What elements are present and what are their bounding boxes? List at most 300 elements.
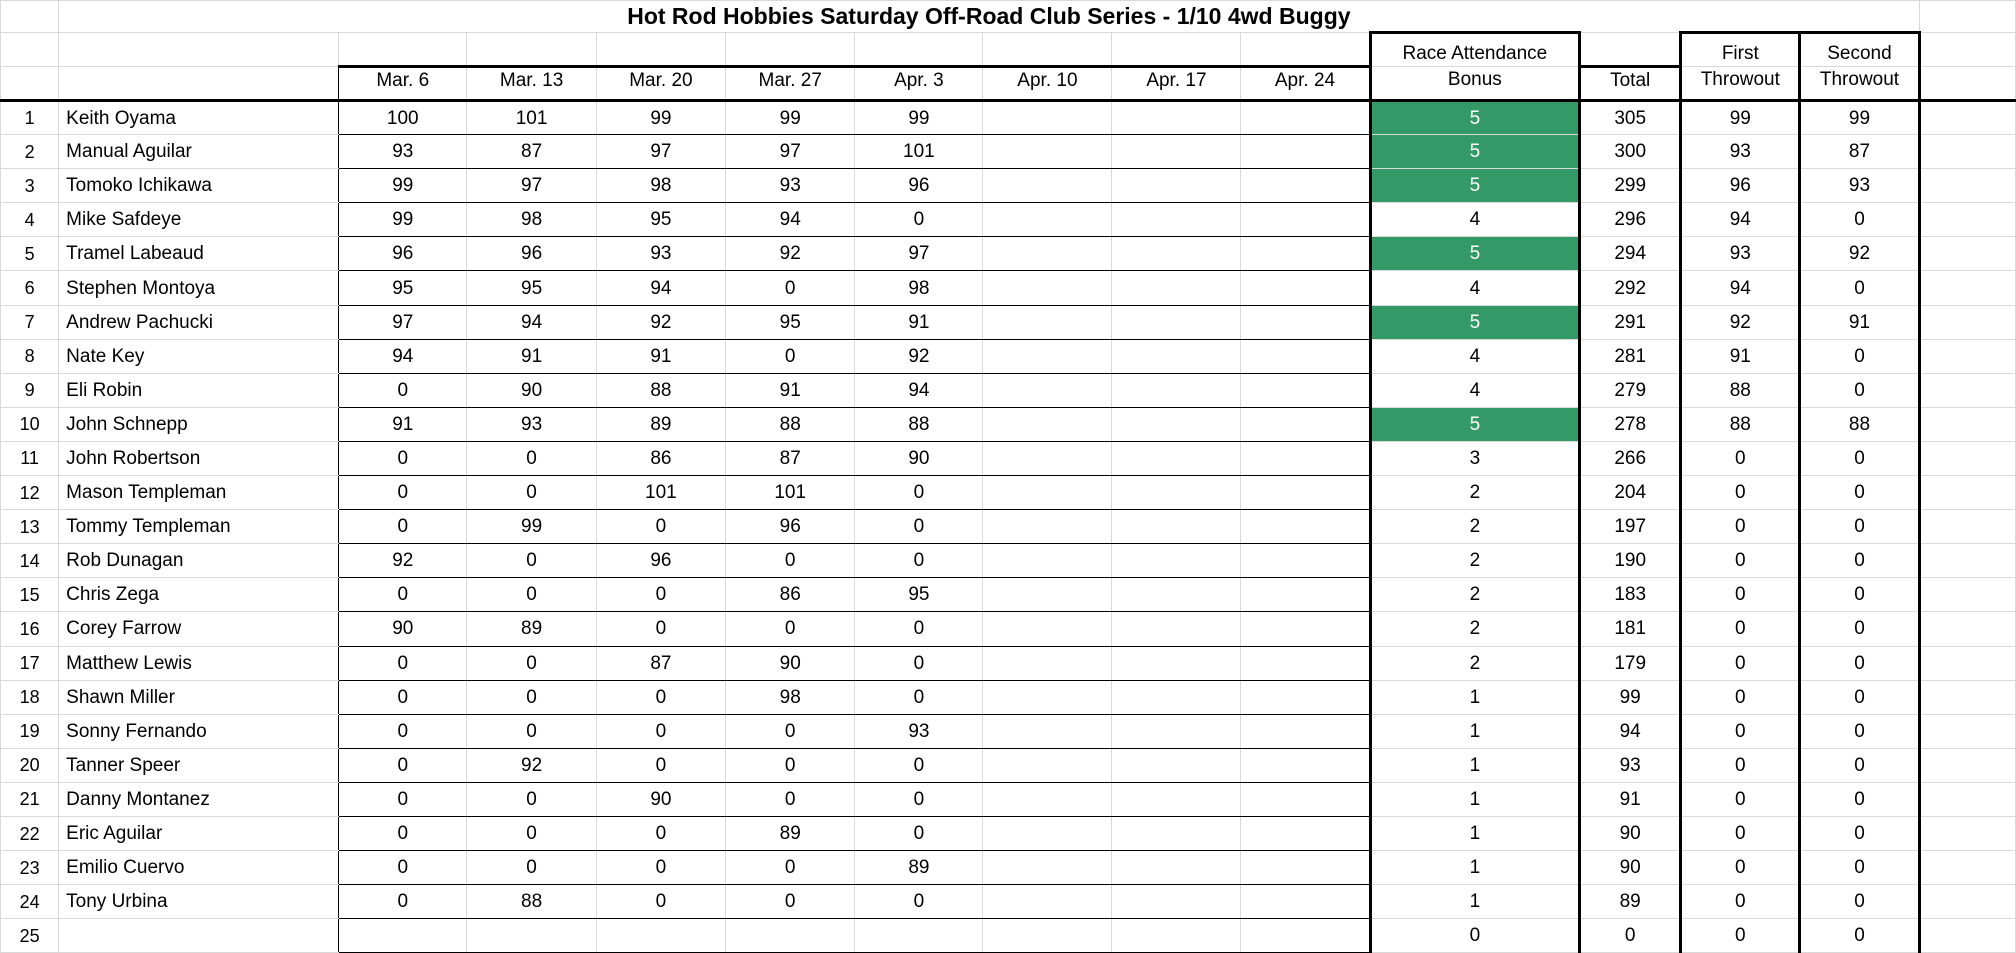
racer-name[interactable]: Chris Zega — [59, 578, 339, 612]
attendance-bonus[interactable]: 1 — [1370, 748, 1580, 782]
race-score[interactable] — [1241, 851, 1370, 885]
race-score[interactable]: 91 — [596, 339, 725, 373]
race-score[interactable] — [1112, 680, 1241, 714]
row-number[interactable]: 2 — [1, 135, 59, 169]
race-score[interactable] — [983, 612, 1112, 646]
total-points[interactable]: 190 — [1580, 544, 1681, 578]
first-throwout[interactable]: 96 — [1681, 169, 1800, 203]
empty-cell[interactable] — [1919, 67, 2015, 101]
race-score[interactable] — [1241, 305, 1370, 339]
second-throwout[interactable]: 88 — [1800, 407, 1919, 441]
empty-cell[interactable] — [596, 33, 725, 67]
race-score[interactable]: 0 — [339, 748, 467, 782]
row-number[interactable]: 12 — [1, 476, 59, 510]
row-number[interactable]: 7 — [1, 305, 59, 339]
attendance-bonus[interactable]: 1 — [1370, 816, 1580, 850]
empty-cell[interactable] — [1919, 782, 2015, 816]
second-throwout[interactable]: 92 — [1800, 237, 1919, 271]
total-points[interactable]: 266 — [1580, 441, 1681, 475]
second-throwout[interactable]: 0 — [1800, 714, 1919, 748]
race-score[interactable] — [1112, 407, 1241, 441]
race-score[interactable] — [983, 305, 1112, 339]
race-score[interactable] — [983, 578, 1112, 612]
second-throwout[interactable]: 87 — [1800, 135, 1919, 169]
first-throwout[interactable]: 99 — [1681, 101, 1800, 135]
race-score[interactable]: 99 — [726, 101, 855, 135]
race-score[interactable]: 100 — [339, 101, 467, 135]
race-score[interactable]: 96 — [726, 510, 855, 544]
race-score[interactable]: 0 — [467, 476, 596, 510]
second-throwout-header-line2[interactable]: Throwout — [1800, 67, 1919, 101]
race-score[interactable]: 88 — [726, 407, 855, 441]
first-throwout[interactable]: 93 — [1681, 135, 1800, 169]
race-score[interactable]: 0 — [467, 646, 596, 680]
race-score[interactable]: 88 — [855, 407, 983, 441]
race-score[interactable]: 97 — [596, 135, 725, 169]
second-throwout[interactable]: 0 — [1800, 578, 1919, 612]
race-score[interactable]: 0 — [339, 714, 467, 748]
attendance-bonus[interactable]: 2 — [1370, 612, 1580, 646]
empty-cell[interactable] — [1919, 237, 2015, 271]
race-score[interactable]: 93 — [339, 135, 467, 169]
race-score[interactable]: 91 — [467, 339, 596, 373]
empty-cell[interactable] — [1919, 885, 2015, 919]
race-score[interactable]: 0 — [339, 578, 467, 612]
race-score[interactable] — [1112, 237, 1241, 271]
race-score[interactable]: 95 — [339, 271, 467, 305]
attendance-bonus[interactable]: 5 — [1370, 305, 1580, 339]
race-score[interactable]: 0 — [855, 782, 983, 816]
first-throwout[interactable]: 94 — [1681, 203, 1800, 237]
attendance-bonus[interactable]: 1 — [1370, 885, 1580, 919]
race-score[interactable] — [983, 680, 1112, 714]
racer-name[interactable]: Tomoko Ichikawa — [59, 169, 339, 203]
race-score[interactable]: 0 — [726, 612, 855, 646]
sheet-title[interactable]: Hot Rod Hobbies Saturday Off-Road Club Series - 1/10 4wd Buggy — [59, 1, 1919, 33]
total-points[interactable]: 183 — [1580, 578, 1681, 612]
total-points[interactable]: 91 — [1580, 782, 1681, 816]
race-score[interactable]: 87 — [596, 646, 725, 680]
race-score[interactable]: 0 — [596, 714, 725, 748]
date-header-5[interactable]: Apr. 10 — [983, 67, 1112, 101]
race-score[interactable] — [983, 782, 1112, 816]
total-points[interactable]: 90 — [1580, 816, 1681, 850]
racer-name[interactable]: Tramel Labeaud — [59, 237, 339, 271]
row-number[interactable]: 17 — [1, 646, 59, 680]
race-score[interactable]: 0 — [467, 714, 596, 748]
race-score[interactable] — [1112, 271, 1241, 305]
row-number[interactable]: 24 — [1, 885, 59, 919]
empty-cell[interactable] — [1919, 476, 2015, 510]
race-score[interactable]: 92 — [339, 544, 467, 578]
race-score[interactable]: 93 — [467, 407, 596, 441]
second-throwout[interactable]: 0 — [1800, 919, 1919, 953]
attendance-bonus[interactable]: 4 — [1370, 271, 1580, 305]
first-throwout[interactable]: 0 — [1681, 510, 1800, 544]
total-points[interactable]: 179 — [1580, 646, 1681, 680]
race-score[interactable]: 0 — [467, 441, 596, 475]
empty-cell[interactable] — [1919, 271, 2015, 305]
race-score[interactable]: 98 — [855, 271, 983, 305]
date-header-6[interactable]: Apr. 17 — [1112, 67, 1241, 101]
date-header-7[interactable]: Apr. 24 — [1241, 67, 1370, 101]
race-score[interactable] — [983, 339, 1112, 373]
race-score[interactable]: 93 — [596, 237, 725, 271]
race-score[interactable]: 0 — [855, 510, 983, 544]
race-score[interactable] — [983, 646, 1112, 680]
race-score[interactable] — [1241, 237, 1370, 271]
race-score[interactable]: 0 — [855, 885, 983, 919]
race-score[interactable]: 0 — [726, 714, 855, 748]
first-throwout[interactable]: 94 — [1681, 271, 1800, 305]
race-score[interactable] — [983, 885, 1112, 919]
race-score[interactable]: 0 — [726, 851, 855, 885]
race-score[interactable] — [983, 169, 1112, 203]
total-points[interactable]: 305 — [1580, 101, 1681, 135]
total-points[interactable]: 93 — [1580, 748, 1681, 782]
second-throwout[interactable]: 0 — [1800, 782, 1919, 816]
race-score[interactable]: 0 — [596, 885, 725, 919]
race-score[interactable] — [983, 816, 1112, 850]
race-score[interactable]: 0 — [855, 544, 983, 578]
race-score[interactable]: 0 — [339, 441, 467, 475]
race-score[interactable]: 0 — [339, 646, 467, 680]
first-throwout[interactable]: 0 — [1681, 851, 1800, 885]
racer-name[interactable]: John Robertson — [59, 441, 339, 475]
total-points[interactable]: 292 — [1580, 271, 1681, 305]
race-score[interactable]: 0 — [596, 578, 725, 612]
empty-cell[interactable] — [1919, 714, 2015, 748]
first-throwout[interactable]: 0 — [1681, 476, 1800, 510]
empty-cell[interactable] — [1919, 373, 2015, 407]
first-throwout[interactable]: 0 — [1681, 612, 1800, 646]
attendance-bonus[interactable]: 5 — [1370, 169, 1580, 203]
race-score[interactable]: 94 — [596, 271, 725, 305]
total-points[interactable]: 299 — [1580, 169, 1681, 203]
row-number[interactable]: 13 — [1, 510, 59, 544]
empty-cell[interactable] — [1919, 1, 2015, 33]
race-score[interactable] — [1241, 714, 1370, 748]
race-score[interactable]: 96 — [596, 544, 725, 578]
total-points[interactable]: 99 — [1580, 680, 1681, 714]
race-score[interactable]: 92 — [726, 237, 855, 271]
race-score[interactable]: 87 — [726, 441, 855, 475]
race-score[interactable] — [1241, 203, 1370, 237]
attendance-bonus[interactable]: 1 — [1370, 680, 1580, 714]
race-score[interactable]: 0 — [467, 680, 596, 714]
race-score[interactable]: 93 — [726, 169, 855, 203]
first-throwout-header-line2[interactable]: Throwout — [1681, 67, 1800, 101]
race-score[interactable]: 89 — [726, 816, 855, 850]
first-throwout[interactable]: 0 — [1681, 885, 1800, 919]
race-score[interactable] — [1241, 441, 1370, 475]
racer-name[interactable]: Manual Aguilar — [59, 135, 339, 169]
first-throwout-header-line1[interactable]: First — [1681, 33, 1800, 67]
attendance-bonus[interactable]: 5 — [1370, 237, 1580, 271]
race-score[interactable] — [1241, 578, 1370, 612]
race-score[interactable]: 92 — [596, 305, 725, 339]
second-throwout[interactable]: 99 — [1800, 101, 1919, 135]
race-score[interactable]: 0 — [339, 782, 467, 816]
attendance-bonus[interactable]: 4 — [1370, 339, 1580, 373]
race-score[interactable]: 95 — [467, 271, 596, 305]
race-score[interactable] — [983, 373, 1112, 407]
race-score[interactable]: 98 — [467, 203, 596, 237]
race-score[interactable]: 0 — [855, 203, 983, 237]
race-score[interactable]: 90 — [855, 441, 983, 475]
second-throwout[interactable]: 0 — [1800, 885, 1919, 919]
race-score[interactable] — [983, 476, 1112, 510]
empty-cell[interactable] — [1919, 33, 2015, 67]
row-number[interactable]: 5 — [1, 237, 59, 271]
first-throwout[interactable]: 0 — [1681, 816, 1800, 850]
race-score[interactable]: 91 — [726, 373, 855, 407]
race-score[interactable] — [1241, 544, 1370, 578]
race-score[interactable]: 86 — [726, 578, 855, 612]
empty-cell[interactable] — [1919, 816, 2015, 850]
empty-cell[interactable] — [1919, 101, 2015, 135]
race-score[interactable]: 0 — [855, 748, 983, 782]
race-score[interactable]: 89 — [467, 612, 596, 646]
race-score[interactable]: 90 — [726, 646, 855, 680]
race-score[interactable] — [1241, 782, 1370, 816]
race-score[interactable] — [1112, 782, 1241, 816]
race-score[interactable] — [1112, 305, 1241, 339]
attendance-bonus[interactable]: 2 — [1370, 476, 1580, 510]
race-score[interactable] — [1241, 680, 1370, 714]
empty-cell[interactable] — [1580, 33, 1681, 67]
empty-cell[interactable] — [1919, 305, 2015, 339]
total-points[interactable]: 281 — [1580, 339, 1681, 373]
row-number[interactable]: 9 — [1, 373, 59, 407]
first-throwout[interactable]: 0 — [1681, 782, 1800, 816]
total-points[interactable]: 278 — [1580, 407, 1681, 441]
total-points[interactable]: 300 — [1580, 135, 1681, 169]
race-score[interactable] — [983, 203, 1112, 237]
race-score[interactable] — [1241, 271, 1370, 305]
first-throwout[interactable]: 88 — [1681, 373, 1800, 407]
total-points[interactable]: 204 — [1580, 476, 1681, 510]
racer-name[interactable]: Danny Montanez — [59, 782, 339, 816]
race-score[interactable] — [1241, 885, 1370, 919]
race-score[interactable] — [1241, 612, 1370, 646]
empty-cell[interactable] — [59, 67, 339, 101]
race-score[interactable] — [983, 441, 1112, 475]
race-score[interactable]: 95 — [596, 203, 725, 237]
race-score[interactable]: 91 — [339, 407, 467, 441]
second-throwout[interactable]: 0 — [1800, 339, 1919, 373]
race-score[interactable]: 98 — [596, 169, 725, 203]
first-throwout[interactable]: 0 — [1681, 544, 1800, 578]
race-score[interactable]: 0 — [726, 339, 855, 373]
total-header[interactable]: Total — [1580, 67, 1681, 101]
race-score[interactable] — [983, 271, 1112, 305]
racer-name[interactable]: Shawn Miller — [59, 680, 339, 714]
second-throwout[interactable]: 0 — [1800, 510, 1919, 544]
first-throwout[interactable]: 0 — [1681, 680, 1800, 714]
race-score[interactable]: 93 — [855, 714, 983, 748]
racer-name[interactable]: Keith Oyama — [59, 101, 339, 135]
empty-cell[interactable] — [1, 33, 59, 67]
racer-name[interactable]: Nate Key — [59, 339, 339, 373]
racer-name[interactable]: Sonny Fernando — [59, 714, 339, 748]
row-number[interactable]: 19 — [1, 714, 59, 748]
second-throwout[interactable]: 0 — [1800, 612, 1919, 646]
total-points[interactable]: 94 — [1580, 714, 1681, 748]
attendance-bonus[interactable]: 5 — [1370, 407, 1580, 441]
race-score[interactable] — [1112, 646, 1241, 680]
race-score[interactable]: 96 — [339, 237, 467, 271]
attendance-bonus[interactable]: 2 — [1370, 544, 1580, 578]
first-throwout[interactable]: 88 — [1681, 407, 1800, 441]
empty-cell[interactable] — [1919, 851, 2015, 885]
second-throwout[interactable]: 91 — [1800, 305, 1919, 339]
empty-cell[interactable] — [1919, 510, 2015, 544]
second-throwout[interactable]: 0 — [1800, 203, 1919, 237]
race-score[interactable]: 0 — [339, 373, 467, 407]
race-score[interactable]: 0 — [467, 578, 596, 612]
race-score[interactable] — [983, 748, 1112, 782]
race-score[interactable]: 98 — [726, 680, 855, 714]
racer-name[interactable]: Matthew Lewis — [59, 646, 339, 680]
row-number[interactable]: 3 — [1, 169, 59, 203]
row-number[interactable]: 23 — [1, 851, 59, 885]
race-score[interactable]: 0 — [855, 680, 983, 714]
race-score[interactable]: 0 — [596, 680, 725, 714]
race-score[interactable] — [1112, 203, 1241, 237]
race-score[interactable]: 0 — [339, 885, 467, 919]
race-score[interactable] — [1112, 748, 1241, 782]
row-number[interactable]: 25 — [1, 919, 59, 953]
attendance-bonus[interactable]: 4 — [1370, 203, 1580, 237]
race-score[interactable]: 0 — [596, 510, 725, 544]
total-points[interactable]: 197 — [1580, 510, 1681, 544]
racer-name[interactable]: Tommy Templeman — [59, 510, 339, 544]
row-number[interactable]: 11 — [1, 441, 59, 475]
race-score[interactable]: 97 — [726, 135, 855, 169]
race-score[interactable] — [1112, 816, 1241, 850]
empty-cell[interactable] — [1919, 544, 2015, 578]
racer-name[interactable]: Corey Farrow — [59, 612, 339, 646]
race-score[interactable]: 89 — [596, 407, 725, 441]
total-points[interactable]: 0 — [1580, 919, 1681, 953]
second-throwout[interactable]: 0 — [1800, 816, 1919, 850]
first-throwout[interactable]: 0 — [1681, 919, 1800, 953]
racer-name[interactable]: Rob Dunagan — [59, 544, 339, 578]
race-score[interactable] — [1241, 339, 1370, 373]
second-throwout[interactable]: 93 — [1800, 169, 1919, 203]
race-score[interactable] — [1241, 646, 1370, 680]
date-header-1[interactable]: Mar. 13 — [467, 67, 596, 101]
race-score[interactable]: 89 — [855, 851, 983, 885]
second-throwout[interactable]: 0 — [1800, 646, 1919, 680]
race-score[interactable]: 0 — [596, 816, 725, 850]
attendance-bonus[interactable]: 1 — [1370, 714, 1580, 748]
race-score[interactable] — [1112, 851, 1241, 885]
date-header-0[interactable]: Mar. 6 — [339, 67, 467, 101]
race-score[interactable]: 88 — [596, 373, 725, 407]
race-score[interactable]: 88 — [467, 885, 596, 919]
attendance-bonus[interactable]: 2 — [1370, 646, 1580, 680]
race-score[interactable]: 101 — [726, 476, 855, 510]
race-score[interactable] — [1112, 339, 1241, 373]
race-score[interactable]: 94 — [855, 373, 983, 407]
attendance-bonus[interactable]: 5 — [1370, 135, 1580, 169]
race-score[interactable]: 0 — [596, 748, 725, 782]
race-score[interactable]: 0 — [339, 851, 467, 885]
race-score[interactable] — [1241, 101, 1370, 135]
race-score[interactable] — [1112, 476, 1241, 510]
race-score[interactable] — [1241, 373, 1370, 407]
racer-name[interactable]: Andrew Pachucki — [59, 305, 339, 339]
race-score[interactable] — [1112, 885, 1241, 919]
race-score[interactable]: 94 — [339, 339, 467, 373]
row-number[interactable]: 20 — [1, 748, 59, 782]
second-throwout[interactable]: 0 — [1800, 441, 1919, 475]
race-score[interactable] — [1241, 135, 1370, 169]
row-number[interactable]: 16 — [1, 612, 59, 646]
race-score[interactable]: 0 — [596, 851, 725, 885]
race-score[interactable]: 97 — [467, 169, 596, 203]
empty-cell[interactable] — [59, 33, 339, 67]
empty-cell[interactable] — [1919, 748, 2015, 782]
race-score[interactable] — [1241, 816, 1370, 850]
race-score[interactable] — [1241, 476, 1370, 510]
racer-name[interactable]: Tony Urbina — [59, 885, 339, 919]
second-throwout[interactable]: 0 — [1800, 748, 1919, 782]
race-score[interactable] — [983, 544, 1112, 578]
empty-cell[interactable] — [339, 33, 467, 67]
race-score[interactable]: 0 — [726, 271, 855, 305]
race-score[interactable] — [983, 851, 1112, 885]
race-score[interactable]: 90 — [467, 373, 596, 407]
first-throwout[interactable]: 0 — [1681, 714, 1800, 748]
attendance-bonus[interactable]: 5 — [1370, 101, 1580, 135]
total-points[interactable]: 279 — [1580, 373, 1681, 407]
bonus-header-line2[interactable]: Bonus — [1370, 67, 1580, 101]
race-score[interactable] — [983, 407, 1112, 441]
row-number[interactable]: 4 — [1, 203, 59, 237]
empty-cell[interactable] — [855, 33, 983, 67]
race-score[interactable]: 99 — [467, 510, 596, 544]
race-score[interactable]: 0 — [726, 748, 855, 782]
race-score[interactable]: 87 — [467, 135, 596, 169]
race-score[interactable]: 0 — [726, 782, 855, 816]
empty-cell[interactable] — [1, 67, 59, 101]
race-score[interactable]: 0 — [855, 816, 983, 850]
attendance-bonus[interactable]: 3 — [1370, 441, 1580, 475]
attendance-bonus[interactable]: 1 — [1370, 782, 1580, 816]
race-score[interactable]: 94 — [726, 203, 855, 237]
race-score[interactable] — [983, 510, 1112, 544]
race-score[interactable] — [1112, 169, 1241, 203]
race-score[interactable] — [1112, 373, 1241, 407]
race-score[interactable]: 90 — [596, 782, 725, 816]
empty-cell[interactable] — [1919, 578, 2015, 612]
race-score[interactable] — [1241, 169, 1370, 203]
racer-name[interactable]: Stephen Montoya — [59, 271, 339, 305]
racer-name[interactable]: John Schnepp — [59, 407, 339, 441]
total-points[interactable]: 294 — [1580, 237, 1681, 271]
second-throwout[interactable]: 0 — [1800, 680, 1919, 714]
racer-name[interactable]: Tanner Speer — [59, 748, 339, 782]
attendance-bonus[interactable]: 0 — [1370, 919, 1580, 953]
empty-cell[interactable] — [983, 33, 1112, 67]
date-header-4[interactable]: Apr. 3 — [855, 67, 983, 101]
race-score[interactable]: 95 — [726, 305, 855, 339]
first-throwout[interactable]: 91 — [1681, 339, 1800, 373]
second-throwout[interactable]: 0 — [1800, 271, 1919, 305]
